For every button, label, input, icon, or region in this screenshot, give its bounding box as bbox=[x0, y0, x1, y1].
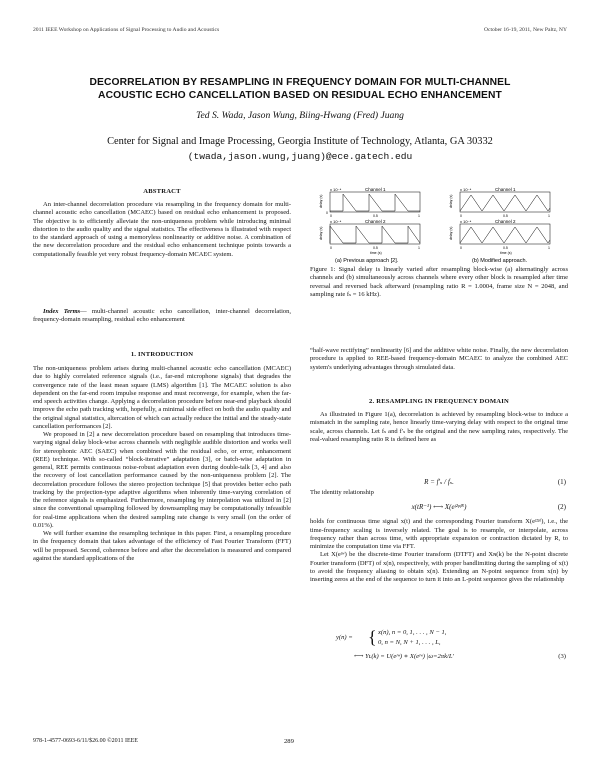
equation-3-bottom bbox=[310, 652, 568, 664]
panel-b-x2-tick-0: 0 bbox=[460, 246, 462, 250]
equation-1-body: R = f′ₛ / fₛ. bbox=[424, 478, 454, 486]
intro-continuation-text: “half-wave rectifying” nonlinearity [6] and the additive white noise. Finally, the new decorrelation procedure is applied to REE-based frequency-domain MCAEC to analyze the combined AEC system's underlying advantages through simulated data. bbox=[310, 347, 568, 371]
panel-a-channel2-label: Channel 2 bbox=[365, 219, 386, 224]
figure-caption bbox=[310, 266, 568, 299]
panel-a-x-tick-0: 0 bbox=[330, 214, 332, 218]
intro-paragraph-3: We will further examine the resampling technique in this paper. First, a resampling procedure in the frequency domain that takes advantage of the efficiency of Fast Fourier Transform (FFT) will be proposed. Second, coherence before and after the decorrelation is measured and compared against the standard applications of the bbox=[33, 530, 291, 562]
equation-1-number: (1) bbox=[557, 478, 566, 486]
panel-a-x-tick-1: 1 bbox=[418, 214, 420, 218]
panel-b-x2-tick-1: 1 bbox=[548, 246, 550, 250]
panel-a-channel2-frame bbox=[330, 224, 420, 244]
equation-3-lhs: y(n) = bbox=[336, 634, 353, 641]
panel-b-x-tick-05: 0.5 bbox=[503, 214, 508, 218]
equation-3-transform: ⟷ Yʟ(k) = U(eʲʷ) ∗ X(eʲʷ) |ω=2πk/L′ bbox=[354, 653, 454, 660]
equation-1 bbox=[310, 478, 568, 489]
figure-1-plots bbox=[310, 184, 568, 264]
panel-a-scale-bottom: x 10⁻⁴ bbox=[330, 219, 342, 224]
section-2-body bbox=[310, 411, 568, 444]
title-line-1: DECORRELATION BY RESAMPLING IN FREQUENCY DOMAIN FOR MULTI-CHANNEL bbox=[89, 77, 511, 88]
page-number: 289 bbox=[284, 738, 294, 745]
panel-a-x2-tick-1: 1 bbox=[418, 246, 420, 250]
panel-b-channel2-label: Channel 2 bbox=[495, 219, 516, 224]
abstract-text bbox=[33, 201, 291, 259]
affiliation: Center for Signal and Image Processing, Georgia Institute of Technology, Atlanta, GA 30332 bbox=[107, 136, 493, 147]
figure-1 bbox=[310, 184, 568, 264]
panel-a bbox=[319, 187, 420, 255]
panel-b-scale-top: x 10⁻⁴ bbox=[460, 187, 472, 192]
paper-title bbox=[30, 77, 570, 102]
section-2-paragraph-2: holds for continuous time signal x(t) and the corresponding Fourier transform X(eʲ²ᵖᶠ), i.e., the time-frequency scaling is inversely related. The goal is to resample, or interpolate, across frequency rather than across time, with appropriate expansion or contraction dictated by R, to minimize the computation time via FFT. bbox=[310, 518, 568, 550]
panel-b-channel1-trace bbox=[460, 195, 550, 211]
panel-b-ylabel-2: delay (s) bbox=[449, 226, 453, 240]
section-2-paragraph-3: Let X(eʲʷ) be the discrete-time Fourier transform (DTFT) and Xɴ(k) be the N-point discrete Fourier transform (DFT) of x(n), respectively, with proper bandlimiting during the sampling of x(t) to avoid the frequency aliasing to obtain x(n). Extending an N-point sequence from x(n) by inserting zeros at the end of the sequence to turn it into an L-point sequence gives the relationship bbox=[310, 551, 568, 583]
panel-b-xlabel: time (s) bbox=[500, 251, 512, 255]
equation-3-brace: { bbox=[368, 627, 377, 647]
equation-3 bbox=[310, 628, 568, 664]
conference-header: 2011 IEEE Workshop on Applications of Signal Processing to Audio and Acoustics bbox=[33, 27, 220, 33]
panel-b-channel1-label: Channel 1 bbox=[495, 187, 516, 192]
intro-paragraph-1: The non-uniqueness problem arises during multi-channel acoustic echo cancellation (MCAEC) due to highly correlated reference signals (i.e., far-end microphone signals) that degrades the convergence rate of the least mean square (LMS) algorithm [1]. The MCAEC solution is also dependent on the far-end room impulse response and must reconverge, for example, when the far-end speech activities change. Applying a decorrelation procedure before near-end playback should improve the echo path tracking with, hopefully, a minimal side effect on both the audio quality and the original signal statistics, altercation of which can actually reduce the initial and the steady-state cancellation performances [2]. bbox=[33, 365, 291, 430]
section-2-paragraph-1: As illustrated in Figure 1(a), decorrelation is achieved by resampling block-wise to induce a mismatch in the sampling rate, hence linearly time-varying delay with respect to the original time scale, across channels. Let fₛ and f′ₛ be the original and the new sampling rates, respectively. The real-valued resampling ratio R is defined here as bbox=[310, 411, 568, 443]
panel-a-x2-tick-05: 0.5 bbox=[373, 246, 378, 250]
panel-b-x-tick-1: 1 bbox=[548, 214, 550, 218]
equation-3-case-2: 0, n = N, N + 1, . . . , L, bbox=[378, 639, 441, 646]
isbn-footer: 978-1-4577-0693-6/11/$26.00 ©2011 IEEE bbox=[33, 738, 138, 744]
panel-b-channel1-frame bbox=[460, 192, 550, 212]
equation-3-top bbox=[310, 628, 568, 648]
panel-a-x2-tick-0: 0 bbox=[330, 246, 332, 250]
index-terms bbox=[33, 308, 291, 325]
subcaption-a: (a) Previous approach [2]. bbox=[335, 258, 399, 264]
panel-b-scale-bottom: x 10⁻⁴ bbox=[460, 219, 472, 224]
equation-2-number: (2) bbox=[557, 503, 566, 512]
panel-b-ylabel-1: delay (s) bbox=[449, 194, 453, 208]
equations-block bbox=[310, 478, 568, 584]
panel-a-channel1-label: Channel 1 bbox=[365, 187, 386, 192]
panel-a-ylabel-1: delay (s) bbox=[319, 194, 323, 208]
figure-caption-text: Figure 1: Signal delay is linearly varied after resampling block-wise (a) alternatingly across channels and (b) simultaneously across channels where every other block is resampled after time reversal and reversed back afterward (resampling ratio R = 1.0004, frame size N = 2048, and sampling rate fₛ = 16 kHz). bbox=[310, 266, 568, 298]
equation-2 bbox=[310, 503, 568, 514]
equation-2-body: x(tR⁻¹) ⟷ X(eʲ²ᵖᶠᴿ) bbox=[411, 503, 467, 512]
title-line-2: ACOUSTIC ECHO CANCELLATION BASED ON RESIDUAL ECHO ENHANCEMENT bbox=[98, 89, 502, 101]
panel-b-x2-tick-05: 0.5 bbox=[503, 246, 508, 250]
abstract-heading: ABSTRACT bbox=[143, 188, 181, 195]
panel-a-y-tick: 0 bbox=[326, 211, 328, 215]
panel-b-x-tick-0: 0 bbox=[460, 214, 462, 218]
section-2-heading: 2. RESAMPLING IN FREQUENCY DOMAIN bbox=[369, 398, 509, 405]
abstract-paragraph: An inter-channel decorrelation procedure via resampling in the frequency domain for multi-channel acoustic echo cancellation (MCAEC) based on residual echo enhancement is proposed. The objective is to efficiently alleviate the non-uniqueness problem while introducing minimal distortion to the audio quality and the signal statistics. The effectiveness is illustrated with respect to the standard approach of using a memoryless nonlinearity or additive noise. A combination of the new decorrelation procedure and the residual echo enhancement technique points towards a computationally feasible yet very robust frequency-domain MCAEC system. bbox=[33, 201, 291, 258]
panel-b bbox=[449, 187, 550, 255]
email: (twada,jason.wung,juang)@ece.gatech.edu bbox=[187, 151, 413, 162]
panel-a-scale-top: x 10⁻⁴ bbox=[330, 187, 342, 192]
panel-a-x-tick-05: 0.5 bbox=[373, 214, 378, 218]
panel-a-ylabel-2: delay (s) bbox=[319, 226, 323, 240]
intro-continuation bbox=[310, 347, 568, 372]
panel-a-xlabel: time (s) bbox=[370, 251, 382, 255]
panel-a-channel1-trace bbox=[330, 194, 420, 211]
index-terms-text: — multi-channel acoustic echo cancellation, inter-channel decorrelation, frequency-domain resampling, residual echo enhancement bbox=[33, 308, 291, 324]
subcaption-b: (b) Modified approach. bbox=[472, 258, 528, 264]
index-terms-label: Index Terms bbox=[43, 308, 81, 315]
equation-3-case-1: x(n), n = 0, 1, . . . , N − 1, bbox=[378, 629, 447, 636]
intro-heading: 1. INTRODUCTION bbox=[130, 351, 194, 358]
panel-a-channel2-trace bbox=[330, 226, 420, 243]
identity-intro: The identity relationship bbox=[310, 489, 374, 496]
panel-b-channel2-trace bbox=[460, 227, 550, 243]
authors: Ted S. Wada, Jason Wung, Biing-Hwang (Fred) Juang bbox=[196, 110, 404, 121]
conference-date: October 16-19, 2011, New Paltz, NY bbox=[483, 27, 567, 33]
panel-b-channel2-frame bbox=[460, 224, 550, 244]
intro-body bbox=[33, 365, 291, 563]
intro-paragraph-2: We proposed in [2] a new decorrelation procedure based on resampling that introduces time-varying signal delay block-wise across channels with negligible audible distortion and works well for stereophonic AEC (SAEC) when combined with the residual echo, or error, enhancement (REE) technique. With so-called “block-iterative” adaptation [3], or batch-wise adaptation in general, REE permits continuous noise-robust adaptation even during double-talk [3, 4] and also the recovery of lost cancellation performance caused by the non-uniqueness problem [2]. The decorrelation procedure follows the stereo projection technique [5] that provides better echo path tracking by the projection-type adaptive algorithms when inherently time-varying correlation of the reference signals is emphasized. Furthermore, resampling by interpolation was utilized in [2] since the conventional upsampling followed by downsampling may be computationally infeasible for real-time applications when the desired sampling rate change is very small (on the order of 0.01%). bbox=[33, 431, 291, 529]
equation-3-number: (3) bbox=[558, 653, 566, 660]
